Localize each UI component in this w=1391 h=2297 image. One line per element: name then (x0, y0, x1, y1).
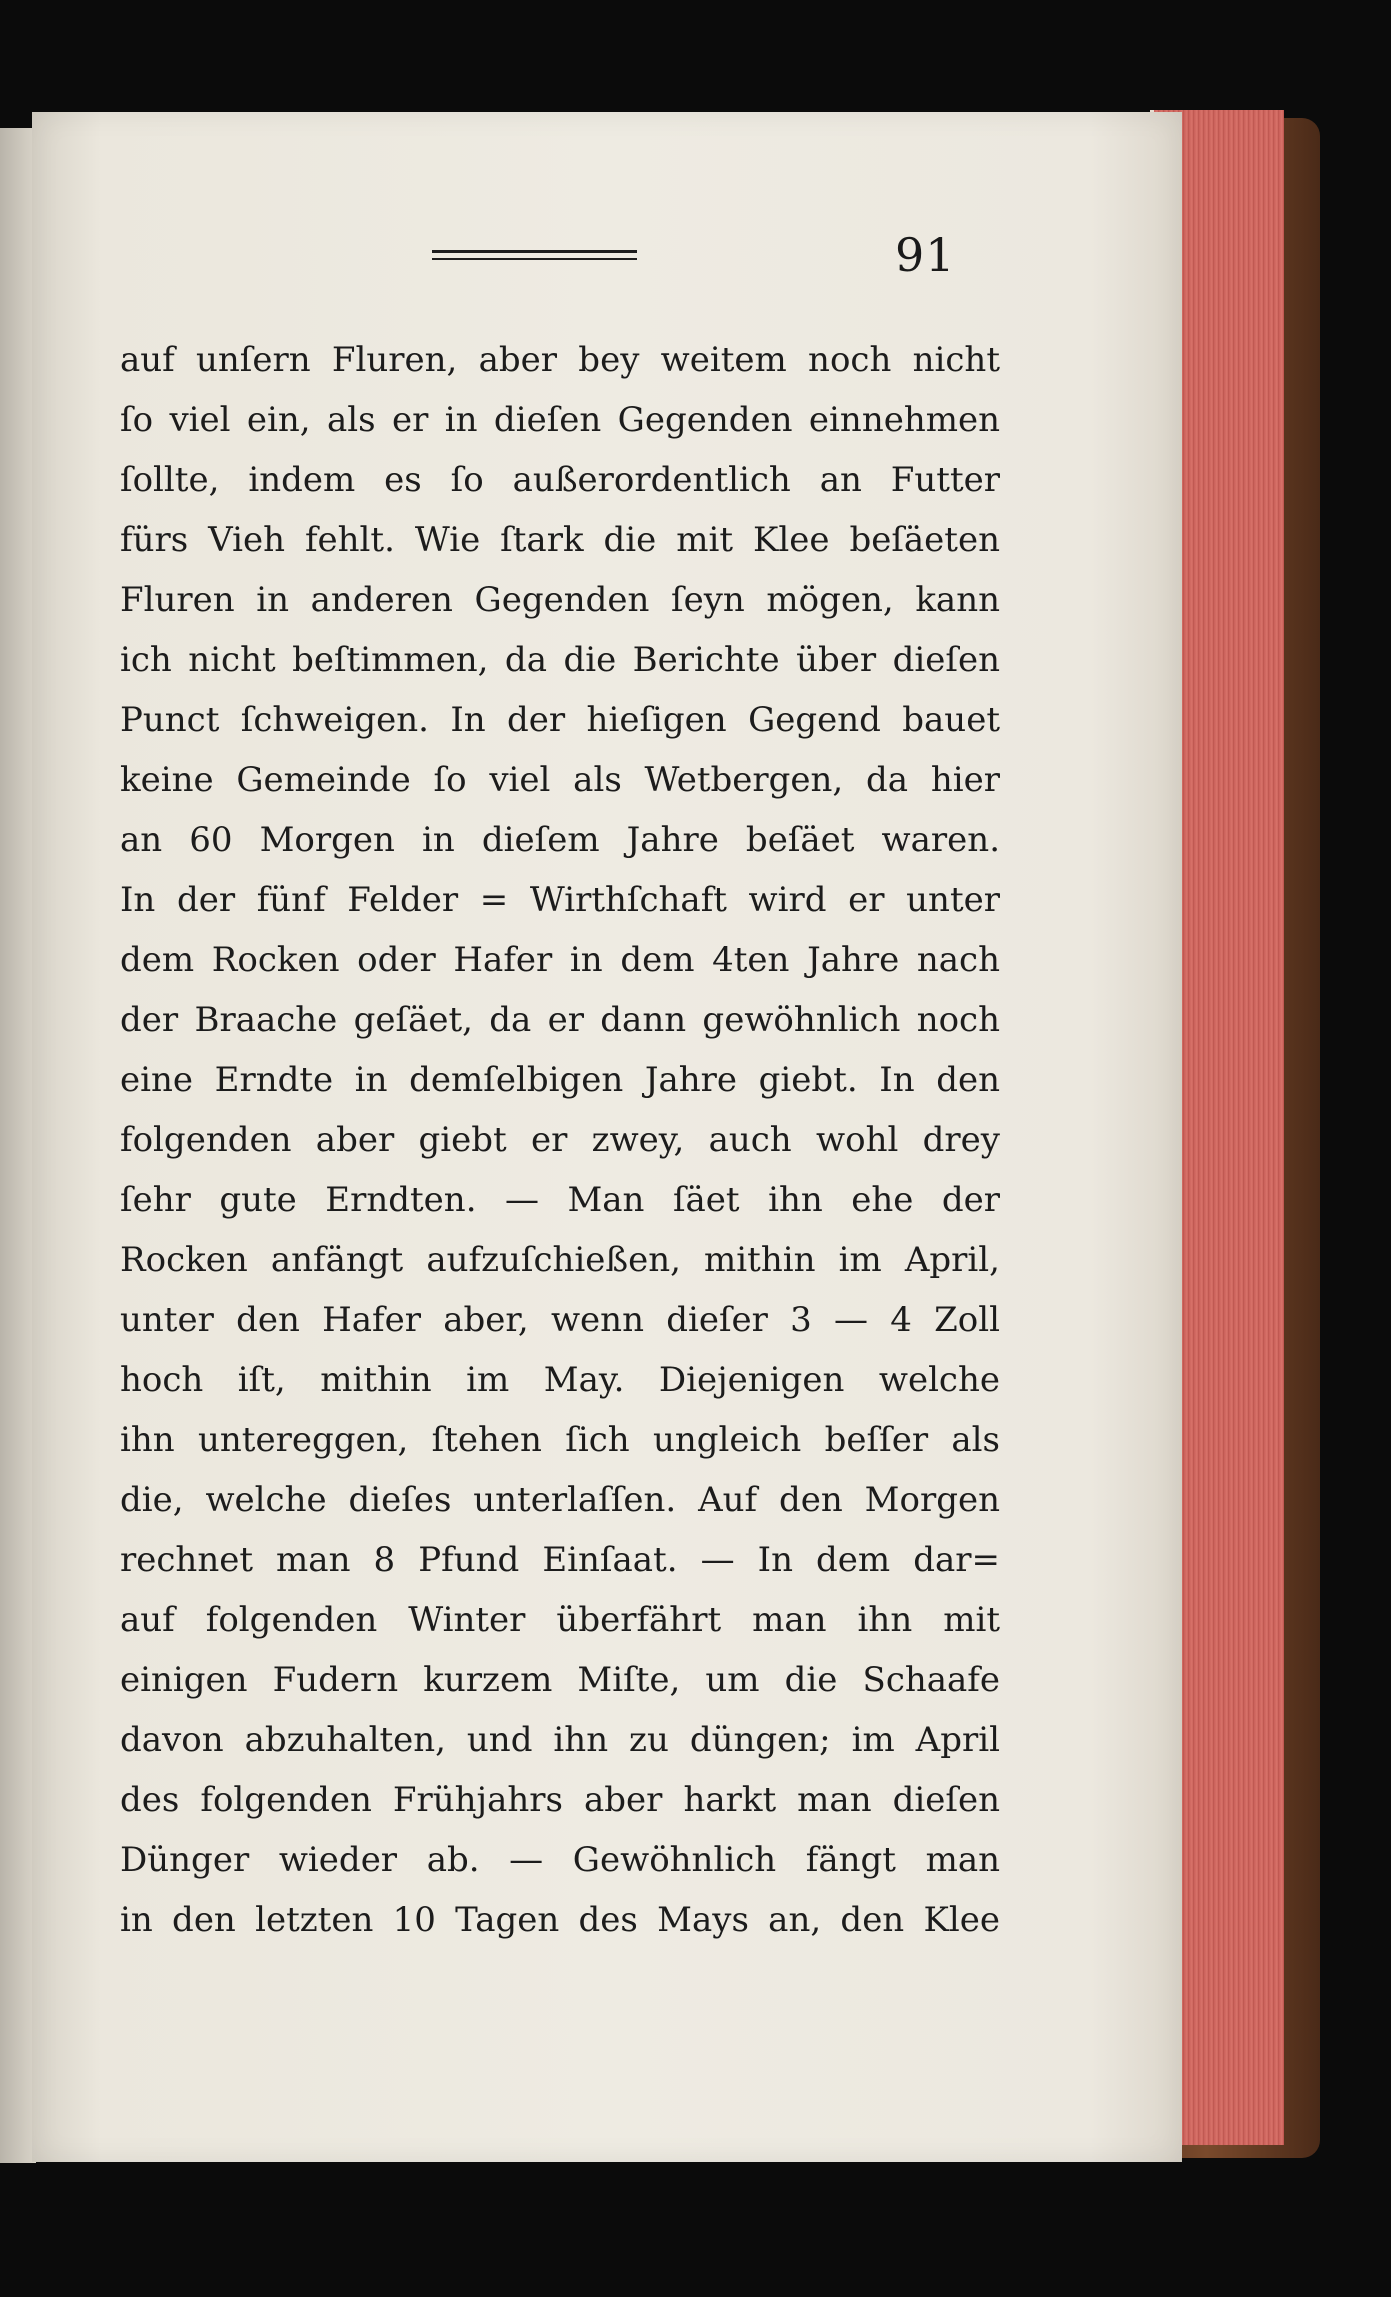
text-line: ich nicht beſtimmen, da die Berichte über dieſen (120, 640, 1000, 680)
text-line: ſo viel ein, als er in dieſen Gegenden einnehmen (120, 400, 1000, 440)
text-line: In der fünf Felder = Wirthſchaft wird er unter (120, 880, 1000, 920)
text-line: davon abzuhalten, und ihn zu düngen; im April (120, 1720, 1000, 1760)
text-line: rechnet man 8 Pfund Einſaat. — In dem dar= (120, 1540, 1000, 1580)
text-line: Rocken anfängt aufzuſchießen, mithin im April, (120, 1240, 1000, 1280)
text-line: des folgenden Frühjahrs aber harkt man dieſen (120, 1780, 1000, 1820)
page-number: 91 (895, 228, 956, 282)
text-line: ſehr gute Erndten. — Man ſäet ihn ehe der (120, 1180, 1000, 1220)
text-line: eine Erndte in demſelbigen Jahre giebt. In den (120, 1060, 1000, 1100)
text-line: einigen Fudern kurzem Miſte, um die Schaafe (120, 1660, 1000, 1700)
text-line: Dünger wieder ab. — Gewöhnlich fängt man (120, 1840, 1000, 1880)
text-line: folgenden aber giebt er zwey, auch wohl drey (120, 1120, 1000, 1160)
facing-page-edge (0, 128, 36, 2163)
text-line: an 60 Morgen in dieſem Jahre beſäet waren. (120, 820, 1000, 860)
text-line: Punct ſchweigen. In der hieſigen Gegend bauet (120, 700, 1000, 740)
text-line: Fluren in anderen Gegenden ſeyn mögen, kann (120, 580, 1000, 620)
header-rule (432, 250, 637, 264)
header-rule-thin (432, 258, 637, 260)
text-line: auf folgenden Winter überfährt man ihn mit (120, 1600, 1000, 1640)
text-line: die, welche dieſes unterlaſſen. Auf den Morgen (120, 1480, 1000, 1520)
text-line: ſollte, indem es ſo außerordentlich an Futter (120, 460, 1000, 500)
header-rule-thick (432, 250, 637, 253)
text-line: ihn untereggen, ſtehen ſich ungleich beſſer als (120, 1420, 1000, 1460)
text-line: auf unſern Fluren, aber bey weitem noch nicht (120, 340, 1000, 380)
text-line: hoch iſt, mithin im May. Diejenigen welche (120, 1360, 1000, 1400)
text-line: unter den Hafer aber, wenn dieſer 3 — 4 Zoll (120, 1300, 1000, 1340)
text-line: keine Gemeinde ſo viel als Wetbergen, da hier (120, 760, 1000, 800)
text-line: in den letzten 10 Tagen des Mays an, den Klee (120, 1900, 1000, 1940)
text-line: fürs Vieh fehlt. Wie ſtark die mit Klee beſäeten (120, 520, 1000, 560)
text-line: der Braache geſäet, da er dann gewöhnlich noch (120, 1000, 1000, 1040)
text-line: dem Rocken oder Hafer in dem 4ten Jahre nach (120, 940, 1000, 980)
